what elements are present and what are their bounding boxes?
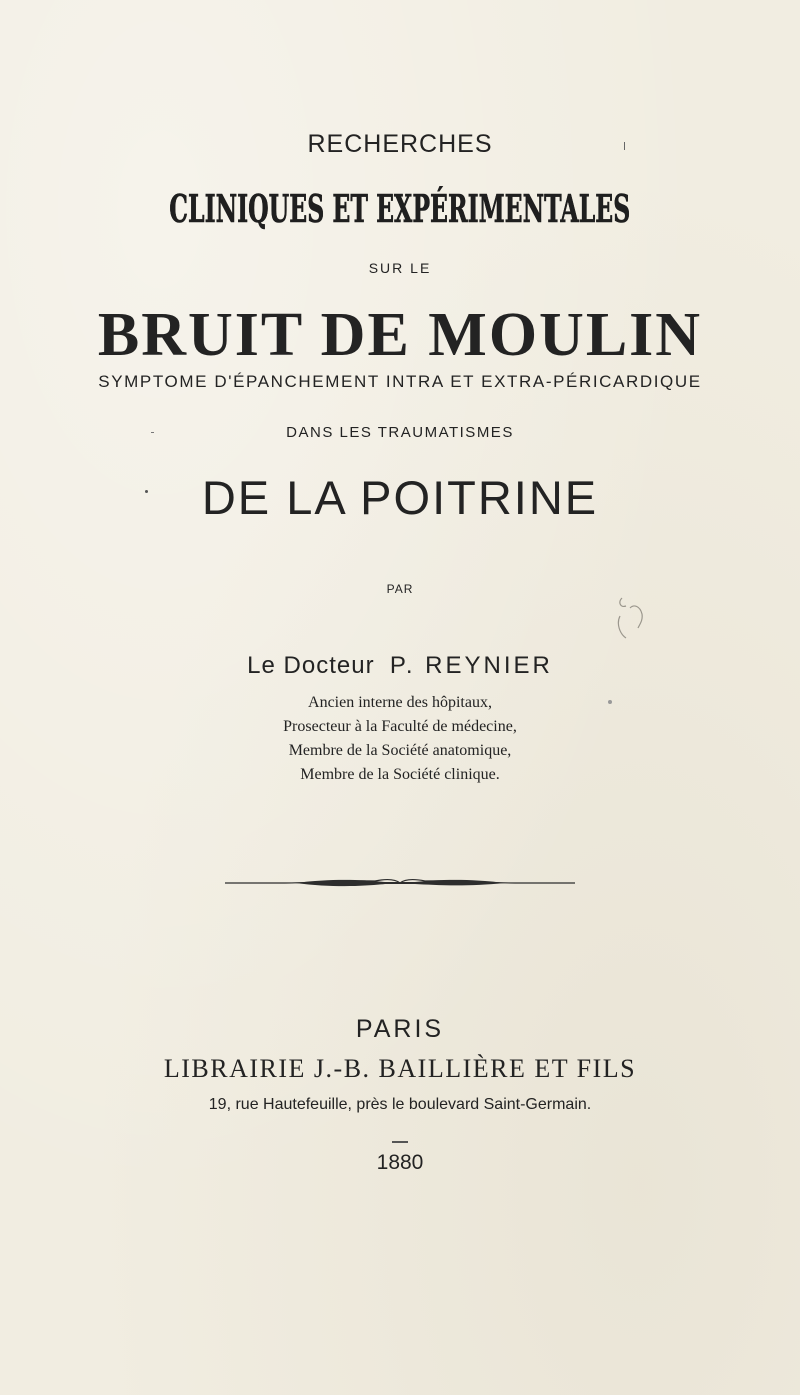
- heading-de-la-poitrine: DE LA POITRINE: [201, 471, 599, 524]
- imprint-address: 19, rue Hautefeuille, près le boulevard Saint-Germain.: [208, 1096, 592, 1113]
- heading-par: PAR: [386, 582, 414, 596]
- heading-symptome: SYMPTOME D'ÉPANCHEMENT INTRA ET EXTRA-PÉRICARDIQUE: [98, 372, 702, 391]
- author-name: P. REYNIER: [389, 652, 553, 679]
- author-line: [0, 652, 800, 680]
- heading-recherches: RECHERCHES: [307, 130, 493, 158]
- author-credit-line: Membre de la Société anatomique,: [288, 742, 512, 759]
- author-prefix: Le Docteur: [247, 652, 375, 679]
- heading-cliniques-text: CLINIQUES ET EXPÉRIMENTALES: [169, 186, 631, 231]
- short-rule-divider: [392, 1141, 408, 1143]
- imprint-year: 1880: [376, 1151, 424, 1174]
- author-credit-line: Prosecteur à la Faculté de médecine,: [283, 718, 517, 735]
- heading-cliniques: [0, 186, 800, 231]
- author-credit-line: Membre de la Société clinique.: [300, 766, 500, 783]
- author-credit-line: Ancien interne des hôpitaux,: [308, 694, 492, 711]
- imprint-publisher: LIBRAIRIE J.-B. BAILLIÈRE ET FILS: [163, 1054, 637, 1083]
- imprint-city: PARIS: [355, 1015, 445, 1043]
- heading-bruit-de-moulin: BRUIT DE MOULIN: [97, 301, 703, 369]
- heading-sur-le: SUR LE: [368, 260, 432, 276]
- ornamental-rule: [225, 876, 575, 890]
- handwritten-mark-icon: [612, 594, 652, 644]
- heading-dans-les-traumatismes: DANS LES TRAUMATISMES: [286, 424, 514, 441]
